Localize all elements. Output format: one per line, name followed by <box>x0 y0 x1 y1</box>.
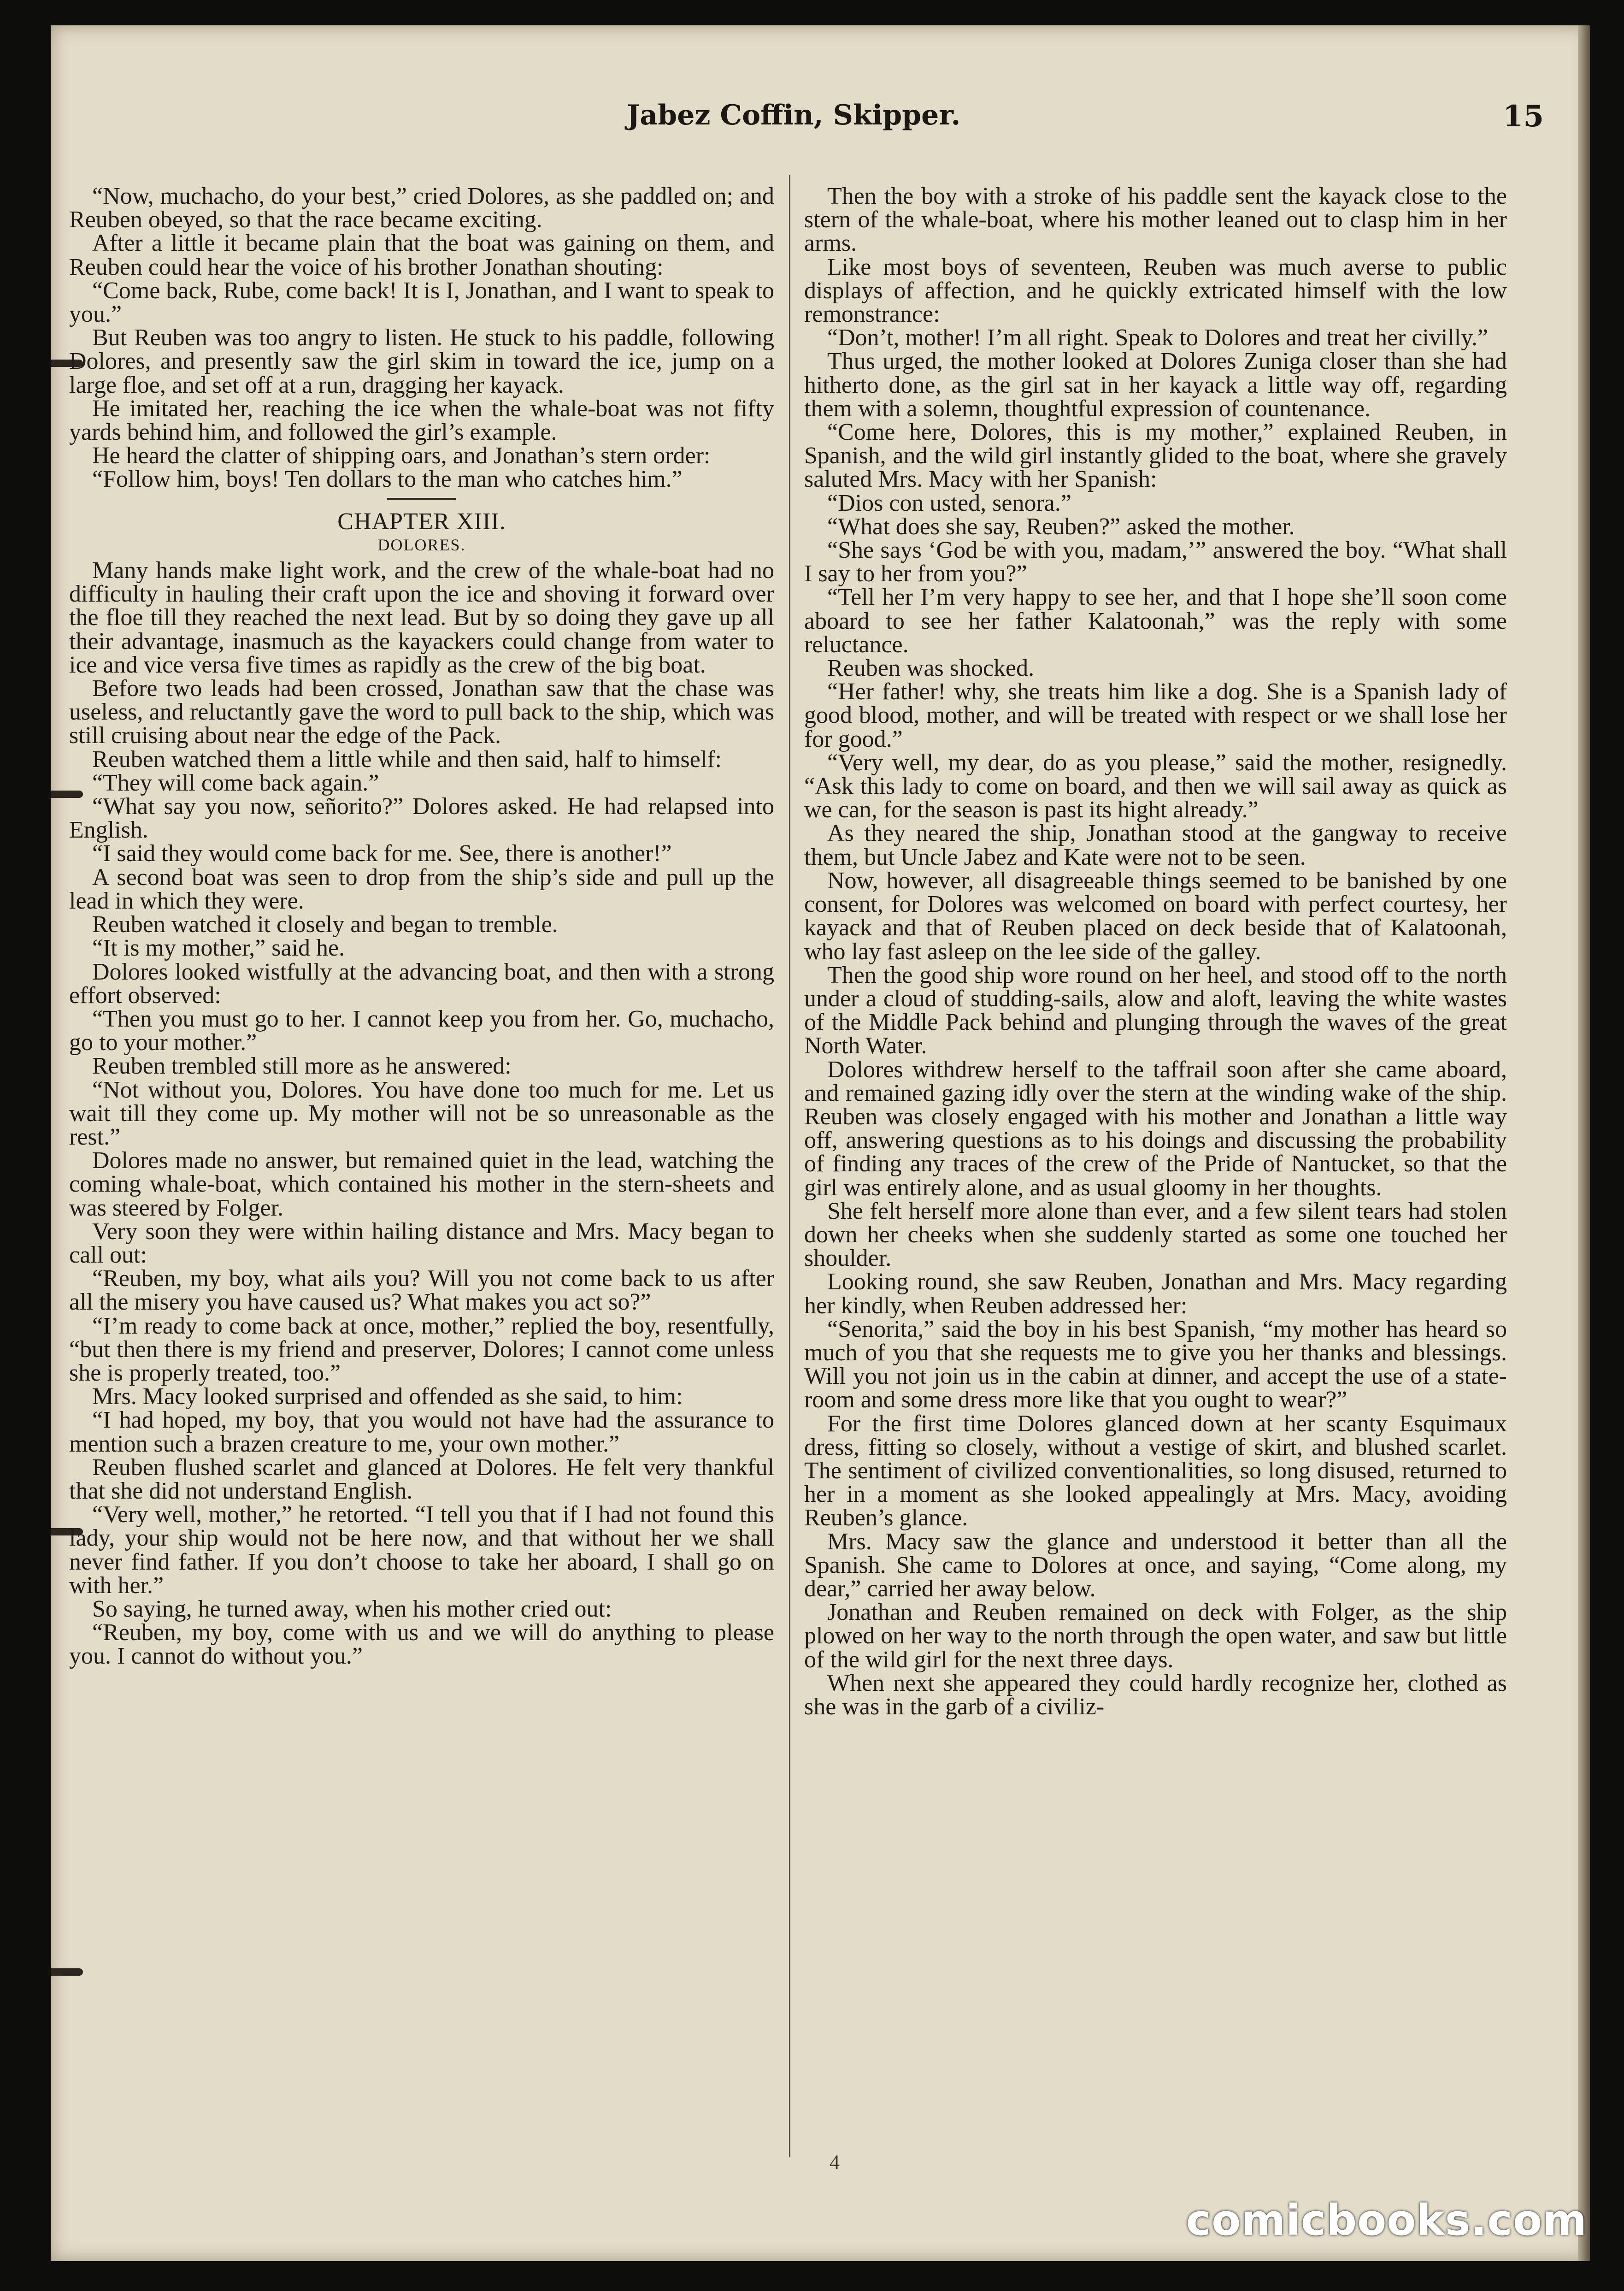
paragraph: Reuben flushed scarlet and glanced at Dolores. He felt very thankful that she did not understand English. <box>69 1454 774 1504</box>
paragraph: Dolores looked wistfully at the advancing boat, and then with a strong effort observed: <box>69 958 774 1009</box>
paragraph: Many hands make light work, and the crew of the whale-boat had no difficulty in hauling their craft upon the ice and shoving it forward over the floe till they reached the next lead. But by so doing they gave up all their advantage, inasmuch as the kayackers could change from water to ice and vice versa five times as rapidly as the crew of the big boat. <box>69 557 774 678</box>
paragraph: Like most boys of seventeen, Reuben was much averse to public displays of affection, and he quickly extricated himself with the low remonstrance: <box>804 254 1507 328</box>
paragraph: “Come here, Dolores, this is my mother,” explained Reuben, in Spanish, and the wild girl instantly glided to the boat, where she gravely saluted Mrs. Macy with her Spanish: <box>804 419 1507 493</box>
paragraph: But Reuben was too angry to listen. He stuck to his paddle, following Dolores, and presently saw the girl skim in toward the ice, jump on a large floe, and set off at a run, dragging her kayack. <box>69 325 774 398</box>
paragraph: “They will come back again.” <box>92 769 379 796</box>
paragraph: “Reuben, my boy, come with us and we will do anything to please you. I cannot do without you.” <box>69 1619 774 1670</box>
column-rule <box>789 175 790 2157</box>
paragraph: Reuben watched it closely and began to tremble. <box>92 911 558 938</box>
signature-mark: 4 <box>830 2151 840 2173</box>
paragraph: Looking round, she saw Reuben, Jonathan and Mrs. Macy regarding her kindly, when Reuben addressed her: <box>804 1269 1507 1319</box>
paragraph: “Not without you, Dolores. You have done too much for me. Let us wait till they come up. My mother will not be so unreasonable as the rest.” <box>69 1076 774 1150</box>
left-column <box>69 184 774 2162</box>
paragraph: Dolores withdrew herself to the taffrail soon after she came aboard, and remained gazing idly over the stern at the winding wake of the ship. Reuben was closely engaged with his mother and Jonathan a little way off, answering questions as to his doings and discussing the probability of finding any traces of the crew of the Pride of Nantucket, so that the girl was entirely alone, and as usual gloomy in her thoughts. <box>804 1056 1507 1201</box>
paragraph: As they neared the ship, Jonathan stood at the gangway to receive them, but Uncle Jabez and Kate were not to be seen. <box>804 820 1507 870</box>
chapter-title: CHAPTER XIII. <box>337 508 506 535</box>
running-title: Jabez Coffin, Skipper. <box>627 99 961 131</box>
paragraph: Then the boy with a stroke of his paddle sent the kayack close to the stern of the whale-boat, where his mother leaned out to clasp him in her arms. <box>804 184 1507 257</box>
paragraph: For the first time Dolores glanced down at her scanty Esquimaux dress, fitting so closely, without a vestige of skirt, and blushed scarlet. The sentiment of civilized conventionalities, so long disused, returned to her in a moment as she looked appealingly at Mrs. Macy, avoiding Reuben’s glance. <box>804 1410 1507 1531</box>
paragraph: After a little it became plain that the boat was gaining on them, and Reuben could hear the voice of his brother Jonathan shouting: <box>69 230 774 280</box>
site-watermark: comicbooks.com <box>1186 2196 1587 2245</box>
running-head <box>51 99 1544 150</box>
paragraph: “Then you must go to her. I cannot keep you from her. Go, muchacho, go to your mother.” <box>69 1005 774 1056</box>
right-column <box>804 184 1507 2162</box>
paragraph: “Tell her I’m very happy to see her, and that I hope she’ll soon come aboard to see her father Kalatoonah,” was the reply with some reluctance. <box>804 584 1507 658</box>
paragraph: “I’m ready to come back at once, mother,” replied the boy, resentfully, “but then there is my friend and preserver, Dolores; I cannot come unless she is properly treated, too.” <box>69 1312 774 1386</box>
paragraph: Mrs. Macy saw the glance and understood it better than all the Spanish. She came to Dolores at once, and saying, “Come along, my dear,” carried her away below. <box>804 1528 1507 1602</box>
paragraph: “Follow him, boys! Ten dollars to the man who catches him.” <box>92 466 683 493</box>
paragraph: A second boat was seen to drop from the ship’s side and pull up the lead in which they were. <box>69 864 774 914</box>
paragraph: Reuben was shocked. <box>827 655 1035 682</box>
paragraph: So saying, he turned away, when his mother cried out: <box>92 1595 612 1622</box>
page-number: 15 <box>1502 99 1544 134</box>
paragraph: Reuben trembled still more as he answered: <box>92 1053 512 1080</box>
paragraph: When next she appeared they could hardly recognize her, clothed as she was in the garb of a civiliz- <box>804 1670 1507 1720</box>
paragraph: Then the good ship wore round on her heel, and stood off to the north under a cloud of studding-sails, alow and aloft, leaving the white wastes of the Middle Pack behind and plunging through the waves of the great North Water. <box>804 962 1507 1059</box>
page-edge <box>1578 25 1590 2261</box>
paragraph: “Very well, my dear, do as you please,” said the mother, resignedly. “Ask this lady to come on board, and then we will sail away as quick as we can, for the season is past its hight already.” <box>804 749 1507 823</box>
paragraph: “I said they would come back for me. See, there is another!” <box>92 840 672 867</box>
paragraph: Reuben watched them a little while and then said, half to himself: <box>92 746 722 773</box>
chapter-subtitle: DOLORES. <box>377 535 466 554</box>
paragraph: “Reuben, my boy, what ails you? Will you not come back to us after all the misery you have caused us? What makes you act so?” <box>69 1265 774 1316</box>
paragraph: Dolores made no answer, but remained quiet in the lead, watching the coming whale-boat, which contained his mother in the stern-sheets and was steered by Folger. <box>69 1147 774 1221</box>
paragraph: “Her father! why, she treats him like a dog. She is a Spanish lady of good blood, mother, and will be treated with respect or we shall lose her for good.” <box>804 679 1507 752</box>
paragraph: “I had hoped, my boy, that you would not have had the assurance to mention such a brazen creature to me, your own mother.” <box>69 1407 774 1457</box>
paragraph: “Now, muchacho, do your best,” cried Dolores, as she paddled on; and Reuben obeyed, so that the race became exciting. <box>69 184 774 233</box>
paragraph: “Very well, mother,” he retorted. “I tell you that if I had not found this lady, your ship would not be here now, and that without her we shall never find father. If you don’t choose to take her aboard, I shall go on with her.” <box>69 1501 774 1599</box>
paragraph: Mrs. Macy looked surprised and offended as she said, to him: <box>92 1383 683 1410</box>
paragraph: Before two leads had been crossed, Jonathan saw that the chase was useless, and reluctantly gave the word to pull back to the ship, which was still cruising about near the edge of the Pack. <box>69 675 774 749</box>
paragraph: Jonathan and Reuben remained on deck with Folger, as the ship plowed on her way to the north through the open water, and saw but little of the wild girl for the next three days. <box>804 1599 1507 1673</box>
paragraph: Thus urged, the mother looked at Dolores Zuniga closer than she had hitherto done, as the girl sat in her kayack a little way off, regarding them with a solemn, thoughtful expression of countenance. <box>804 348 1507 422</box>
paragraph: “Senorita,” said the boy in his best Spanish, “my mother has heard so much of you that she requests me to give you her thanks and blessings. Will you not join us in the cabin at dinner, and accept the use of a state-room and some dress more like that you ought to wear?” <box>804 1316 1507 1413</box>
paragraph: He heard the clatter of shipping oars, and Jonathan’s stern order: <box>92 443 711 469</box>
paragraph: “What does she say, Reuben?” asked the mother. <box>827 513 1295 540</box>
paragraph: Now, however, all disagreeable things seemed to be banished by one consent, for Dolores was welcomed on board with perfect courtesy, her kayack and that of Reuben placed on deck beside that of Kalatoonah, who lay fast asleep on the lee side of the galley. <box>804 867 1507 965</box>
paragraph: “Come back, Rube, come back! It is I, Jonathan, and I want to speak to you.” <box>69 277 774 328</box>
paragraph: “Don’t, mother! I’m all right. Speak to Dolores and treat her civilly.” <box>827 325 1488 351</box>
paragraph: “She says ‘God be with you, madam,’” answered the boy. “What shall I say to her from you?” <box>804 537 1507 587</box>
paragraph: He imitated her, reaching the ice when the whale-boat was not fifty yards behind him, and followed the girl’s example. <box>69 395 774 446</box>
paragraph: “It is my mother,” said he. <box>92 935 345 962</box>
paragraph: “What say you now, señorito?” Dolores asked. He had relapsed into English. <box>69 793 774 844</box>
paragraph: Very soon they were within hailing distance and Mrs. Macy began to call out: <box>69 1218 774 1268</box>
chapter-rule <box>387 498 456 500</box>
paragraph: “Dios con usted, senora.” <box>827 490 1071 516</box>
paragraph: She felt herself more alone than ever, and a few silent tears had stolen down her cheeks when she suddenly started as some one touched her shoulder. <box>804 1198 1507 1272</box>
